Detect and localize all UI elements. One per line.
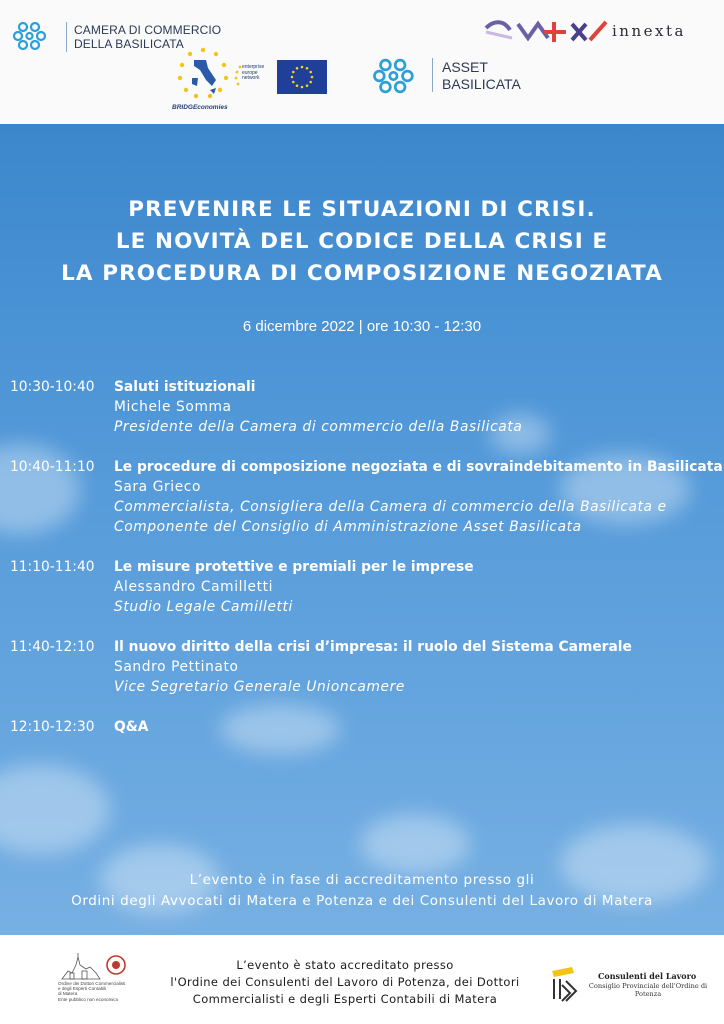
- een-line-2: europe: [242, 69, 258, 76]
- program-role: Commercialista, Consigliera della Camera di commercio della Basilicata e Componente del Consiglio di Amministrazione Asset Basilicata: [114, 499, 667, 535]
- cloud-decoration: [0, 764, 110, 854]
- een-line-3: network: [242, 75, 260, 81]
- asset-logo-text: [442, 59, 521, 93]
- bridgeconomies-logo-text: BRIDGEconomies: [172, 104, 228, 111]
- accreditation-line-2: Ordini degli Avvocati di Matera e Potenza e dei Consulenti del Lavoro di Matera: [71, 893, 653, 909]
- program-time: 10:30-10:40: [10, 379, 95, 395]
- program-time: 11:40-12:10: [10, 639, 95, 655]
- program-time: 10:40-11:10: [10, 459, 95, 475]
- odcec-matera-logo: [58, 951, 130, 1013]
- asset-emblem-icon: [372, 54, 416, 98]
- consulenti-lavoro-mark-icon: [548, 965, 580, 1003]
- een-line-1: enterprise: [242, 64, 265, 70]
- camera-commercio-emblem-icon: [12, 18, 48, 54]
- title-line-2: LE NOVITÀ DEL CODICE DELLA CRISI E: [115, 229, 609, 254]
- logo-divider: [66, 22, 67, 52]
- cloud-decoration: [360, 814, 470, 874]
- een-logo-text: [242, 65, 264, 82]
- program-topic: Le misure protettive e premiali per le imprese: [114, 559, 474, 575]
- footer-accreditation-text: [150, 957, 540, 1008]
- program-topic: Q&A: [114, 719, 149, 735]
- program-body: [114, 377, 720, 437]
- asset-logo-line-1: ASSET: [442, 59, 488, 75]
- program-time: 12:10-12:30: [10, 719, 95, 735]
- accreditation-line-1: L’evento è in fase di accreditamento presso gli: [189, 872, 535, 888]
- sky-content-area: [0, 124, 724, 935]
- consulenti-lavoro-logo: [548, 965, 708, 1005]
- title-line-3: LA PROCEDURA DI COMPOSIZIONE NEGOZIATA: [61, 261, 663, 286]
- program-speaker: Alessandro Camilletti: [114, 579, 274, 595]
- logo-divider: [432, 58, 433, 92]
- program-body: [114, 557, 720, 617]
- footer-line-2: l'Ordine dei Consulenti del Lavoro di Potenza, dei Dottori: [170, 975, 520, 989]
- event-title: [0, 194, 724, 290]
- cdl-logo-subtitle: Consiglio Provinciale dell'Ordine di Potenza: [588, 982, 708, 998]
- accreditation-note: [0, 870, 724, 912]
- program-speaker: Michele Somma: [114, 399, 232, 415]
- eu-flag-icon: [277, 60, 327, 94]
- program-role: Studio Legale Camilletti: [114, 599, 293, 615]
- footer: [0, 935, 724, 1024]
- program-topic: Le procedure di composizione negoziata e di sovraindebitamento in Basilicata: [114, 459, 723, 475]
- camera-logo-line-1: CAMERA DI COMMERCIO: [74, 23, 222, 37]
- next-innexta-logo: [482, 16, 712, 46]
- footer-line-1: L’evento è stato accreditato presso: [236, 958, 454, 972]
- cdl-logo-title: Consulenti del Lavoro: [598, 971, 697, 981]
- matera-city-emblem-icon: [60, 951, 130, 981]
- program-topic: Saluti istituzionali: [114, 379, 256, 395]
- program-topic: Il nuovo diritto della crisi d’impresa: il ruolo del Sistema Camerale: [114, 639, 632, 655]
- odcec-logo-text: Ordine dei Dottori Commercialisti e degli Esperti Contabili di Matera Ente pubblico non economico: [58, 981, 126, 1002]
- program-body: [114, 717, 720, 737]
- program-speaker: Sara Grieco: [114, 479, 202, 495]
- enterprise-europe-network-logo: [234, 60, 274, 94]
- italy-stars-icon: [172, 46, 234, 104]
- header-logos: [0, 0, 724, 124]
- camera-logo-line-2: DELLA BASILICATA: [74, 37, 184, 51]
- program-role: Vice Segretario Generale Unioncamere: [114, 679, 405, 695]
- program-role: Presidente della Camera di commercio della Basilicata: [114, 419, 523, 435]
- program-speaker: Sandro Pettinato: [114, 659, 239, 675]
- program-body: [114, 637, 720, 697]
- event-date: 6 dicembre 2022 | ore 10:30 - 12:30: [242, 318, 482, 335]
- footer-line-3: Commercialisti e degli Esperti Contabili di Matera: [192, 992, 498, 1006]
- title-line-1: PREVENIRE LE SITUAZIONI DI CRISI.: [128, 197, 596, 222]
- program-time: 11:10-11:40: [10, 559, 95, 575]
- innexta-logo-text: innexta: [612, 22, 686, 40]
- program-body: [114, 457, 723, 537]
- asset-basilicata-logo: [372, 52, 542, 98]
- asset-logo-line-2: BASILICATA: [442, 76, 521, 92]
- next-wordmark-icon: [482, 16, 610, 46]
- bridgeconomies-logo: [172, 46, 234, 116]
